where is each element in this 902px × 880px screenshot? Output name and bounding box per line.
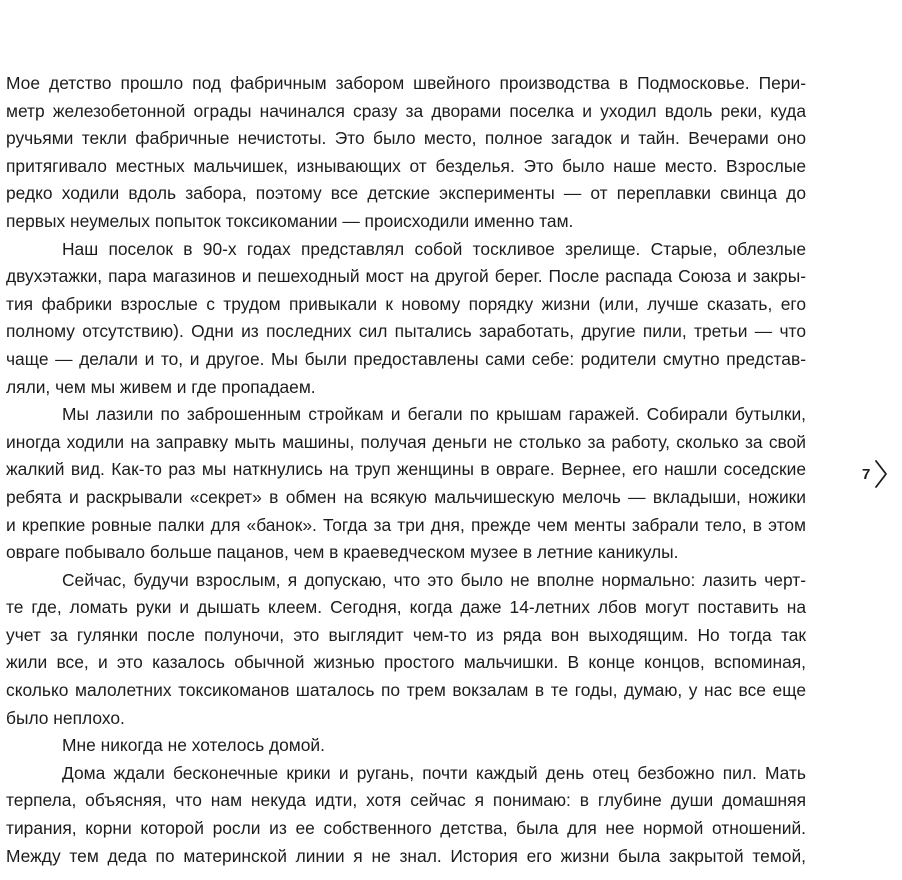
- text-line: учет за гулянки после полуночи, это выглядит чем-то из ряда вон выходящим. Но тогда так: [6, 624, 806, 645]
- text-line: метр железобетонной ограды начинался сразу за дворами поселка и уходил вдоль реки, куда: [6, 100, 806, 121]
- text-line: притягивало местных мальчишек, изнывающих от безделья. Это было наше место. Взрослые: [6, 155, 806, 176]
- text-line: полному отсутствию). Одни из последних сил пытались заработать, другие пили, третьи — что: [6, 321, 806, 342]
- text-line: жалкий вид. Как-то раз мы наткнулись на труп женщины в овраге. Вернее, его нашли соседские: [6, 459, 806, 480]
- text-line: первых неумелых попыток токсикомании — происходили именно там.: [6, 210, 574, 231]
- text-line: Мы лазили по заброшенным стройкам и бегали по крышам гаражей. Собирали бутылки,: [62, 404, 806, 425]
- text-line: ребята и раскрывали «секрет» в обмен на всякую мальчишескую мелочь — вкладыши, ножики: [6, 486, 806, 507]
- text-line: Наш поселок в 90-х годах представлял собой тоскливое зрелище. Старые, облезлые: [62, 238, 806, 259]
- body-text: [6, 70, 806, 870]
- paragraph-5: [6, 732, 806, 760]
- paragraph-6: [6, 760, 806, 870]
- page-number: 7: [862, 465, 871, 483]
- text-line: Мне никогда не хотелось домой.: [62, 735, 325, 756]
- text-line: терпела, объясняя, что нам некуда идти, хотя сейчас я понимаю: в глубине души домашняя: [6, 790, 806, 811]
- text-line: жили все, и это казалось обычной жизнью простого мальчишки. В конце концов, вспоминая,: [6, 652, 806, 673]
- text-line: Сейчас, будучи взрослым, я допускаю, что это было не вполне нормально: лазить черт-: [62, 569, 806, 590]
- text-line: Мое детство прошло под фабричным забором швейного производства в Подмосковье. Пери-: [6, 73, 806, 93]
- text-line: ручьями текли фабричные нечистоты. Это было место, полное загадок и тайн. Вечерами оно: [6, 128, 806, 149]
- text-line: двухэтажки, пара магазинов и пешеходный мост на другой берег. После распада Союза и закры-: [6, 266, 806, 287]
- text-line: редко ходили вдоль забора, поэтому все детские эксперименты — от переплавки свинца до: [6, 183, 806, 204]
- text-line: сколько малолетних токсикоманов шаталось по трем вокзалам в те годы, думаю, у нас все еще: [6, 680, 806, 701]
- text-line: Дома ждали бесконечные крики и ругань, почти каждый день отец безбожно пил. Мать: [62, 762, 806, 783]
- text-line: было неплохо.: [6, 707, 125, 728]
- text-line: тирания, корни которой росли из ее собственного детства, была для нее нормой отношений.: [6, 818, 806, 839]
- text-line: Между тем деда по материнской линии я не знал. История его жизни была закрытой темой,: [6, 845, 806, 866]
- text-line: тия фабрики взрослые с трудом привыкали к новому порядку жизни (или, лучше сказать, его: [6, 293, 806, 314]
- page-marker: [862, 459, 888, 489]
- text-line: чаще — делали и то, и другое. Мы были предоставлены сами себе: родители смутно представ-: [6, 348, 806, 369]
- paragraph-4: [6, 567, 806, 733]
- text-line: овраге побывало больше пацанов, чем в краеведческом музее в летние каникулы.: [6, 542, 679, 563]
- text-line: ляли, чем мы живем и где пропадаем.: [6, 376, 316, 397]
- paragraph-2: [6, 236, 806, 402]
- chevron-right-icon: [874, 459, 888, 489]
- paragraph-3: [6, 401, 806, 567]
- text-line: и крепкие ровные палки для «банок». Тогда за три дня, прежде чем менты забрали тело, в этом: [6, 514, 806, 535]
- paragraph-1: [6, 70, 806, 236]
- text-line: иногда ходили на заправку мыть машины, получая деньги не столько за работу, сколько за свой: [6, 431, 806, 452]
- text-line: те где, ломать руки и дышать клеем. Сегодня, когда даже 14-летних лбов могут поставить на: [6, 597, 806, 618]
